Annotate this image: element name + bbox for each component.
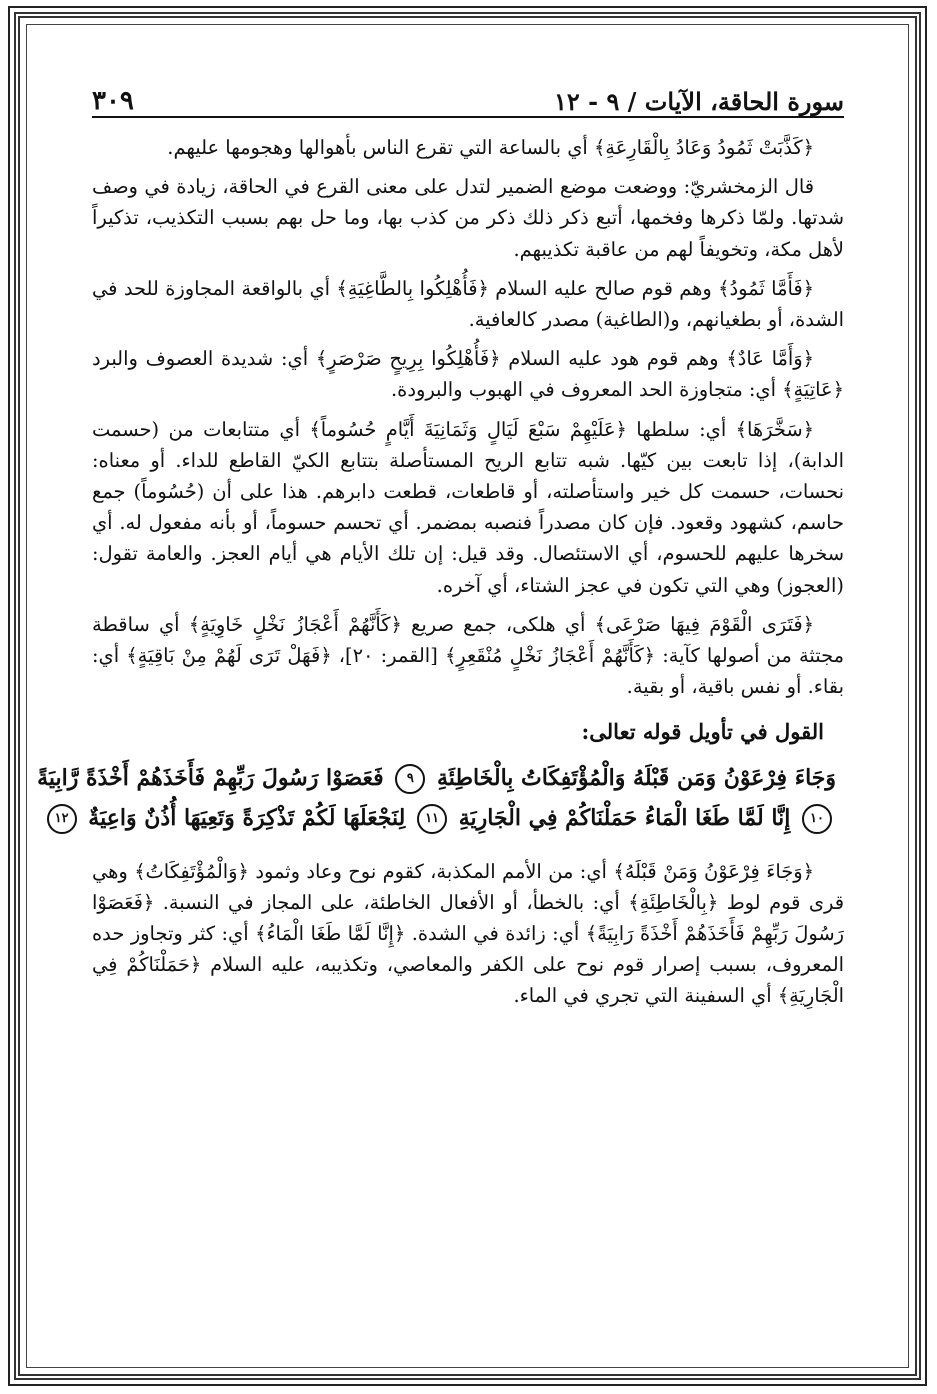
running-title: سورة الحاقة، الآيات / ٩ - ١٢ [553, 87, 844, 116]
section-heading: القول في تأويل قوله تعالى: [581, 719, 824, 745]
page-number: ٣٠٩ [92, 86, 134, 116]
page-header [92, 70, 844, 118]
paragraph: ﴿كَذَّبَتْ ثَمُودُ وَعَادُ بِالْقَارِعَةِ﴾ أي بالساعة التي تقرع الناس بأهوالها وهجومها عليهم. [167, 136, 814, 159]
verse-number-marker: ١٢ [47, 804, 77, 834]
paragraph: ﴿فَأَمَّا ثَمُودُ﴾ وهم قوم صالح عليه السلام ﴿فَأُهْلِكُوا بِالطَّاغِيَةِ﴾ أي بالواقعة المجاوزة للحد في الشدة، أو بطغيانهم، و(الطاغية) مصدر كالعافية. [92, 276, 844, 332]
page-body [37, 132, 844, 1012]
paragraph: قال الزمخشريّ: ووضعت موضع الضمير لتدل على معنى القرع في الحاقة، زيادة في وصف شدتها. ولمّا ذكرها وفخمها، أتبع ذكر ذلك ذكر من كذب بها، وما حل بهم بسبب التكذيب، تذكيراً لأهل مكة، وتخويفاً لهم من عاقبة تكذيبهم. [92, 175, 844, 261]
paragraph: ﴿وَجَاءَ فِرْعَوْنُ وَمَنْ قَبْلَهُ﴾ أي: من الأمم المكذبة، كقوم نوح وعاد وثمود ﴿وَالْمُؤْتَفِكَاتُ﴾ وهي قرى قوم لوط ﴿بِالْخَاطِئَةِ﴾ أي: بالخطأ، أو الأفعال الخاطئة، على المجاز في النسبة. ﴿فَعَصَوْا رَسُولَ رَبِّهِمْ فَأَخَذَهُمْ أَخْذَةً رَابِيَةً﴾ أي: زائدة في الشدة. ﴿إِنَّا لَمَّا طَغَا الْمَاءُ﴾ أي: كثر وتجاوز حده المعروف، بسبب إصرار قوم نوح على الكفر والمعاصي، وتكذيبه، عليه السلام ﴿حَمَلْنَاكُمْ فِي الْجَارِيَةِ﴾ أي السفينة التي تجري في الماء. [92, 859, 844, 1008]
verse-text: إِنَّا لَمَّا طَغَا الْمَاءُ حَمَلْنَاكُمْ فِي الْجَارِيَةِ [458, 804, 791, 831]
verse-number-marker: ١٠ [802, 804, 832, 834]
book-page [37, 70, 844, 1320]
verse-number-marker: ٩ [395, 764, 425, 794]
verse-number-marker: ١١ [417, 804, 447, 834]
verse-text: وَجَاءَ فِرْعَوْنُ وَمَن قَبْلَهُ وَالْمُؤْتَفِكَاتُ بِالْخَاطِئَةِ [437, 764, 836, 791]
paragraph: ﴿وَأَمَّا عَادٌ﴾ وهم قوم هود عليه السلام ﴿فَأُهْلِكُوا بِرِيحٍ صَرْصَرٍ﴾ أي: شديدة العصوف والبرد ﴿عَاتِيَةٍ﴾ أي: متجاوزة الحد المعروف في الهبوب والبرودة. [92, 347, 844, 402]
paragraph: ﴿سَخَّرَهَا﴾ أي: سلطها ﴿عَلَيْهِمْ سَبْعَ لَيَالٍ وَثَمَانِيَةَ أَيَّامٍ حُسُوماً﴾ أي متتابعات من (حسمت الدابة)، إذا تابعت بين كيّها. شبه تتابع الريح المستأصلة بتتابع الكيّ القاطع للداء. أو معناه: نحسات، حسمت كل خير واستأصلته، أو قاطعات، قطعت دابرهم. هذا على أن (حُسُوماً) جمع حاسم، كشهود وقعود. فإن كان مصدراً فنصبه بمضمر. أي تحسم حسوماً، أو بأنه مفعول له. أي سخرها عليهم للحسوم، أي الاستئصال. وقد قيل: إن تلك الأيام هي أيام العجز. والعامة تقول: (العجوز) وهي التي تكون في عجز الشتاء، أي آخره. [92, 417, 844, 597]
verse-line [37, 758, 836, 798]
verse-text: فَعَصَوْا رَسُولَ رَبِّهِمْ فَأَخَذَهُمْ أَخْذَةً رَّابِيَةً [37, 764, 384, 791]
verse-text: لِنَجْعَلَهَا لَكُمْ تَذْكِرَةً وَتَعِيَهَا أُذُنٌ وَاعِيَةٌ [88, 804, 406, 831]
paragraph: ﴿فَتَرَى الْقَوْمَ فِيهَا صَرْعَى﴾ أي هلكى، جمع صريع ﴿كَأَنَّهُمْ أَعْجَازُ نَخْلٍ خَاوِيَةٍ﴾ أي ساقطة مجتثة من أصولها كآية: ﴿كَأَنَّهُمْ أَعْجَازُ نَخْلٍ مُنْقَعِرٍ﴾ [القمر: ٢٠]، ﴿فَهَلْ تَرَى لَهُمْ مِنْ بَاقِيَةٍ﴾ أي: بقاء. أو نفس باقية، أو بقية. [92, 612, 844, 699]
quran-verse-block [37, 758, 836, 838]
verse-line [54, 798, 836, 838]
